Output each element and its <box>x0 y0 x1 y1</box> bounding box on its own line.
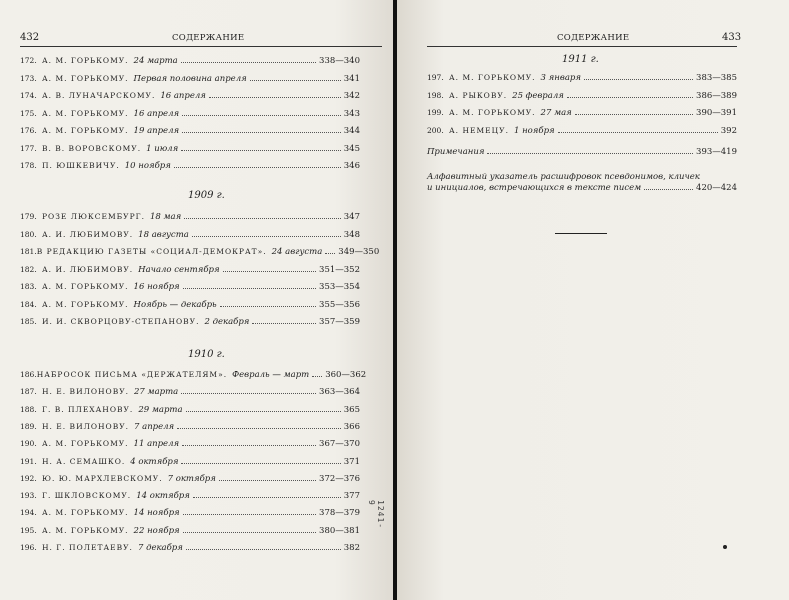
dot-leader <box>252 323 316 324</box>
toc-entry[interactable] <box>20 212 360 222</box>
entry-pages: 347 <box>343 212 360 222</box>
running-head: СОДЕРЖАНИЕ <box>557 33 630 43</box>
dot-leader <box>184 218 341 219</box>
entry-pages: 392 <box>720 125 737 136</box>
toc-entry[interactable] <box>20 526 360 536</box>
entry-pages: 345 <box>343 143 360 154</box>
entry-date: 2 декабря <box>204 317 250 327</box>
entry-pages: 342 <box>343 91 360 101</box>
entry-number: 186. <box>20 370 37 379</box>
toc-entry-index[interactable] <box>427 172 737 194</box>
dot-leader <box>183 532 316 533</box>
entry-date: 1 ноября <box>513 125 555 136</box>
entry-number: 194. <box>20 508 37 518</box>
entry-date: 16 ноября <box>133 282 180 292</box>
entry-date: 18 мая <box>149 212 182 222</box>
toc-entry[interactable] <box>20 508 360 518</box>
entry-pages: 372—376 <box>319 473 360 484</box>
dot-leader <box>250 80 341 81</box>
dot-leader <box>186 411 341 412</box>
header-rule <box>427 46 737 47</box>
entry-date: Февраль — март <box>232 370 310 380</box>
dot-leader <box>487 153 693 154</box>
entry-recipient: Н. Г. ПОЛЕТАЕВУ. <box>42 543 133 552</box>
entry-number: 198. <box>427 90 444 100</box>
entry-pages: 386—389 <box>696 90 737 101</box>
entry-number: 192. <box>20 473 37 483</box>
entry-pages: 353—354 <box>319 282 360 292</box>
entry-date: 7 декабря <box>137 543 183 553</box>
entry-pages: 383—385 <box>696 73 737 83</box>
toc-entry[interactable] <box>20 247 380 257</box>
page-number: 432 <box>20 32 40 43</box>
entry-date: 14 октября <box>136 491 190 502</box>
entry-date: 7 апреля <box>134 421 175 432</box>
entry-number: 187. <box>20 387 37 397</box>
entry-number: 188. <box>20 404 37 414</box>
entry-number: 200. <box>427 125 444 135</box>
dot-leader <box>325 253 335 254</box>
toc-entry[interactable] <box>20 422 360 432</box>
entry-number: 177. <box>20 143 37 153</box>
dot-leader <box>584 79 693 80</box>
entry-pages: 349—350 <box>338 247 380 257</box>
toc-entry[interactable] <box>20 161 360 171</box>
dot-leader <box>181 393 316 394</box>
dot-leader <box>181 463 340 464</box>
dot-leader <box>183 514 316 515</box>
entry-recipient: В. В. ВОРОВСКОМУ. <box>42 143 142 153</box>
entry-recipient: Н. Е. ВИЛОНОВУ. <box>42 421 130 431</box>
end-rule <box>555 233 607 234</box>
entry-date: Первая половина апреля <box>133 73 247 84</box>
entry-number: 179. <box>20 212 37 221</box>
entry-number: 182. <box>20 264 37 274</box>
toc-entry[interactable] <box>20 91 360 101</box>
dot-leader <box>567 97 693 98</box>
dot-leader <box>223 271 316 272</box>
entry-recipient: А. М. ГОРЬКОМУ. <box>42 282 129 291</box>
dot-leader <box>174 167 341 168</box>
entry-date: 14 ноября <box>133 508 180 519</box>
entry-recipient: А. М. ГОРЬКОМУ. <box>42 108 129 118</box>
toc-entry[interactable] <box>20 387 360 397</box>
toc-entry[interactable] <box>427 126 737 136</box>
entry-pages: 380—381 <box>319 525 360 536</box>
entry-date: 11 апреля <box>133 439 180 450</box>
entry-number: 199. <box>427 108 444 117</box>
dot-leader <box>312 376 322 377</box>
index-title-line1: Алфавитный указатель расшифровок псевдонимов, кличек <box>427 172 700 182</box>
entry-date: 29 марта <box>138 404 183 415</box>
entry-recipient: А. НЕМЕЦУ. <box>449 125 509 135</box>
entry-pages: 343 <box>343 108 360 119</box>
entry-date: 27 мая <box>540 108 572 118</box>
toc-entry[interactable] <box>20 282 360 292</box>
toc-entry[interactable] <box>20 300 360 310</box>
entry-recipient: И. И. СКВОРЦОВУ-СТЕПАНОВУ. <box>42 317 200 326</box>
entry-recipient: А. В. ЛУНАЧАРСКОМУ. <box>42 91 156 100</box>
entry-pages: 365 <box>343 404 360 415</box>
entry-pages: 357—359 <box>319 317 360 327</box>
running-head: СОДЕРЖАНИЕ <box>172 33 245 43</box>
entry-date: 24 марта <box>133 56 178 66</box>
entry-pages: 351—352 <box>319 264 360 275</box>
index-title-line2: и инициалов, встречающихся в тексте писем <box>427 183 642 193</box>
dot-leader <box>192 236 341 237</box>
toc-entry[interactable] <box>20 317 360 327</box>
entry-number: 196. <box>20 543 37 552</box>
entry-recipient: А. М. ГОРЬКОМУ. <box>42 525 129 535</box>
entry-recipient: НАБРОСОК ПИСЬМА «ДЕРЖАТЕЛЯМ». <box>36 370 228 379</box>
entry-pages: 377 <box>343 491 360 502</box>
entry-pages: 338—340 <box>319 56 360 66</box>
entry-date: 18 августа <box>138 229 189 240</box>
toc-entry[interactable] <box>427 108 737 118</box>
entry-number: 195. <box>20 525 37 535</box>
entry-recipient: А. М. ГОРЬКОМУ. <box>42 56 129 65</box>
toc-entry[interactable] <box>20 457 360 467</box>
entry-pages: 378—379 <box>319 508 360 519</box>
dot-leader <box>644 189 693 190</box>
dot-leader <box>558 132 718 133</box>
entry-pages: 348 <box>343 229 360 240</box>
entry-recipient: В РЕДАКЦИЮ ГАЗЕТЫ «СОЦИАЛ-ДЕМОКРАТ». <box>36 247 267 256</box>
year-heading-1909: 1909 г. <box>188 190 225 201</box>
notes-label: Примечания <box>427 147 485 157</box>
dot-leader <box>220 306 316 307</box>
entry-number: 197. <box>427 73 444 82</box>
entry-number: 174. <box>20 91 37 100</box>
entry-pages: 390—391 <box>696 108 737 118</box>
entry-pages: 355—356 <box>319 299 360 310</box>
entry-date: 19 апреля <box>133 126 180 136</box>
entry-number: 175. <box>20 108 37 118</box>
toc-entry[interactable] <box>20 370 367 380</box>
entry-pages: 346 <box>343 161 360 171</box>
ink-mark <box>723 545 727 549</box>
toc-entry[interactable] <box>20 265 360 275</box>
year-heading-1911: 1911 г. <box>562 54 599 65</box>
toc-entry-notes[interactable] <box>427 147 737 157</box>
entry-date: 24 августа <box>271 247 323 257</box>
entry-recipient: А. И. ЛЮБИМОВУ. <box>42 229 134 239</box>
entry-date: 10 ноября <box>124 161 171 171</box>
toc-entry[interactable] <box>20 543 360 553</box>
dot-leader <box>182 132 341 133</box>
toc-entry[interactable] <box>427 91 737 101</box>
dot-leader <box>177 428 341 429</box>
entry-number: 176. <box>20 126 37 135</box>
entry-date: Начало сентября <box>138 264 220 275</box>
entry-recipient: П. ЮШКЕВИЧУ. <box>42 161 120 170</box>
dot-leader <box>186 549 341 550</box>
header-rule <box>20 46 382 47</box>
entry-number: 191. <box>20 456 37 466</box>
entry-date: 16 апреля <box>160 91 206 101</box>
entry-date: 27 марта <box>134 387 179 398</box>
toc-entry[interactable] <box>20 109 360 119</box>
page-number: 433 <box>722 32 742 43</box>
entry-recipient: РОЗЕ ЛЮКСЕМБУРГ. <box>42 212 145 221</box>
toc-entry[interactable] <box>20 491 360 501</box>
dot-leader <box>182 115 341 116</box>
entry-recipient: Н. Е. ВИЛОНОВУ. <box>42 387 130 397</box>
entry-date: 25 февраля <box>512 90 564 101</box>
entry-number: 183. <box>20 282 37 291</box>
dot-leader <box>181 62 316 63</box>
entry-date: 3 января <box>540 73 581 83</box>
entry-date: 4 октября <box>130 456 179 467</box>
entry-date: 16 апреля <box>133 108 180 119</box>
entry-recipient: Ю. Ю. МАРХЛЕВСКОМУ. <box>42 473 163 483</box>
entry-number: 190. <box>20 439 37 449</box>
toc-entry[interactable] <box>427 73 737 83</box>
entry-pages: 371 <box>343 456 360 467</box>
entry-date: 1 июля <box>146 143 179 154</box>
entry-pages: 382 <box>343 543 360 553</box>
entry-recipient: А. И. ЛЮБИМОВУ. <box>42 264 134 274</box>
dot-leader <box>193 497 341 498</box>
entry-number: 180. <box>20 229 37 239</box>
entry-recipient: А. М. ГОРЬКОМУ. <box>42 126 129 135</box>
entry-recipient: А. М. ГОРЬКОМУ. <box>42 439 129 449</box>
entry-number: 172. <box>20 56 37 65</box>
entry-recipient: Г. В. ПЛЕХАНОВУ. <box>42 404 134 414</box>
toc-entry[interactable] <box>20 439 360 449</box>
entry-recipient: А. РЫКОВУ. <box>449 90 508 100</box>
entry-recipient: А. М. ГОРЬКОМУ. <box>42 508 129 518</box>
toc-entry[interactable] <box>20 405 360 415</box>
toc-entry[interactable] <box>20 56 360 66</box>
entry-pages: 360—362 <box>325 370 367 380</box>
entry-date: Ноябрь — декабрь <box>133 299 217 310</box>
entry-pages: 341 <box>343 73 360 84</box>
entry-number: 173. <box>20 73 37 83</box>
entry-recipient: Н. А. СЕМАШКО. <box>42 456 126 466</box>
entry-pages: 366 <box>343 421 360 432</box>
entry-pages: 367—370 <box>319 439 360 450</box>
toc-entry[interactable] <box>20 474 360 484</box>
toc-entry[interactable] <box>20 74 360 84</box>
year-heading-1910: 1910 г. <box>188 349 225 360</box>
entry-pages: 363—364 <box>319 387 360 398</box>
entry-recipient: А. М. ГОРЬКОМУ. <box>449 108 536 117</box>
entry-number: 185. <box>20 317 37 326</box>
dot-leader <box>182 445 316 446</box>
dot-leader <box>183 288 316 289</box>
entry-number: 193. <box>20 491 37 501</box>
dot-leader <box>575 114 693 115</box>
entry-recipient: А. М. ГОРЬКОМУ. <box>449 73 536 82</box>
entry-recipient: Г. ШКЛОВСКОМУ. <box>42 491 132 501</box>
entry-pages: 344 <box>343 126 360 136</box>
entry-date: 7 октября <box>167 473 216 484</box>
dot-leader <box>181 150 341 151</box>
entry-number: 178. <box>20 161 37 170</box>
entry-number: 189. <box>20 421 37 431</box>
entry-number: 181. <box>20 247 37 256</box>
notes-pages: 393—419 <box>696 147 737 157</box>
dot-leader <box>219 480 316 481</box>
library-stamp: 1241-9 <box>367 500 385 530</box>
entry-recipient: А. М. ГОРЬКОМУ. <box>42 299 129 309</box>
entry-date: 22 ноября <box>133 525 180 536</box>
toc-entry[interactable] <box>20 126 360 136</box>
toc-entry[interactable] <box>20 230 360 240</box>
toc-entry[interactable] <box>20 144 360 154</box>
right-page <box>397 0 789 600</box>
dot-leader <box>209 97 341 98</box>
index-pages: 420—424 <box>696 183 737 193</box>
entry-number: 184. <box>20 299 37 309</box>
entry-recipient: А. М. ГОРЬКОМУ. <box>42 73 129 83</box>
